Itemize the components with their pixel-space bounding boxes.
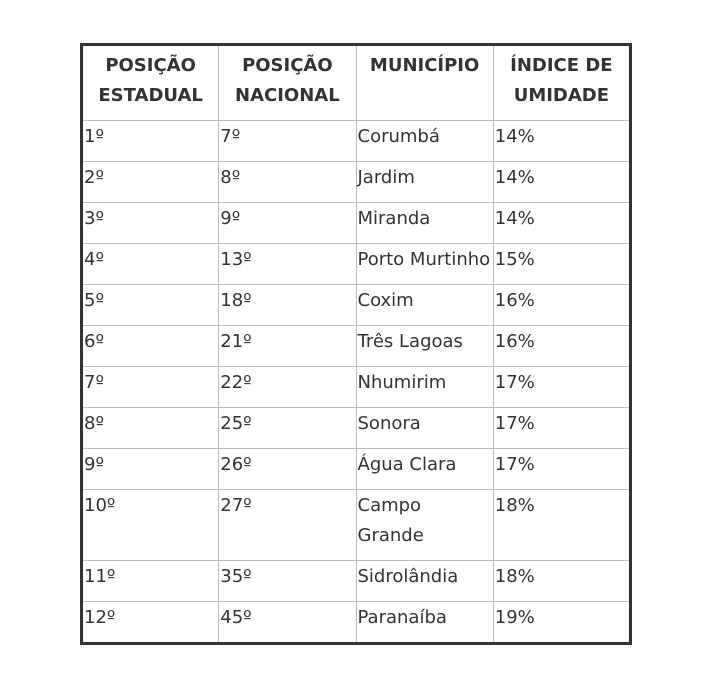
municipality-cell: Sonora (356, 408, 493, 449)
national-position-cell: 25º (219, 408, 356, 449)
state-position-cell: 11º (82, 561, 219, 602)
state-position-cell: 3º (82, 203, 219, 244)
humidity-cell: 16% (493, 326, 630, 367)
table-header (82, 45, 631, 121)
municipality-cell: Coxim (356, 285, 493, 326)
humidity-cell: 14% (493, 203, 630, 244)
header-line: POSIÇÃO (105, 55, 196, 76)
table-row (82, 203, 631, 244)
state-position-cell: 10º (82, 490, 219, 561)
state-position-cell: 12º (82, 602, 219, 644)
national-position-cell: 8º (219, 162, 356, 203)
national-position-cell: 21º (219, 326, 356, 367)
municipality-cell: Corumbá (356, 121, 493, 162)
national-position-cell: 13º (219, 244, 356, 285)
header-national-position (219, 45, 356, 121)
state-position-cell: 6º (82, 326, 219, 367)
municipality-cell: Três Lagoas (356, 326, 493, 367)
humidity-cell: 17% (493, 408, 630, 449)
table-row (82, 602, 631, 644)
state-position-cell: 2º (82, 162, 219, 203)
national-position-cell: 22º (219, 367, 356, 408)
humidity-cell: 16% (493, 285, 630, 326)
humidity-cell: 19% (493, 602, 630, 644)
header-line: ESTADUAL (98, 85, 203, 106)
table-row (82, 449, 631, 490)
ranking-table-container (80, 43, 632, 645)
national-position-cell: 35º (219, 561, 356, 602)
header-line: POSIÇÃO (242, 55, 333, 76)
table-row (82, 367, 631, 408)
national-position-cell: 9º (219, 203, 356, 244)
state-position-cell: 5º (82, 285, 219, 326)
header-state-position (82, 45, 219, 121)
municipality-cell: Nhumirim (356, 367, 493, 408)
humidity-cell: 18% (493, 561, 630, 602)
humidity-ranking-table (80, 43, 632, 645)
municipality-cell: Jardim (356, 162, 493, 203)
national-position-cell: 45º (219, 602, 356, 644)
table-row (82, 490, 631, 561)
table-row (82, 561, 631, 602)
national-position-cell: 18º (219, 285, 356, 326)
header-municipality (356, 45, 493, 121)
humidity-cell: 17% (493, 449, 630, 490)
header-line: NACIONAL (235, 85, 340, 106)
header-row (82, 45, 631, 121)
national-position-cell: 7º (219, 121, 356, 162)
table-body (82, 121, 631, 644)
state-position-cell: 9º (82, 449, 219, 490)
national-position-cell: 27º (219, 490, 356, 561)
municipality-cell: Miranda (356, 203, 493, 244)
header-line: ÍNDICE DE (510, 55, 613, 76)
humidity-cell: 14% (493, 121, 630, 162)
table-row (82, 326, 631, 367)
table-row (82, 121, 631, 162)
municipality-cell: Campo Grande (356, 490, 493, 561)
state-position-cell: 7º (82, 367, 219, 408)
cut-off-text-line (80, 672, 660, 682)
municipality-cell: Sidrolândia (356, 561, 493, 602)
table-row (82, 162, 631, 203)
humidity-cell: 15% (493, 244, 630, 285)
humidity-cell: 14% (493, 162, 630, 203)
header-line: UMIDADE (513, 85, 610, 106)
national-position-cell: 26º (219, 449, 356, 490)
header-humidity-index (493, 45, 630, 121)
humidity-cell: 18% (493, 490, 630, 561)
humidity-cell: 17% (493, 367, 630, 408)
state-position-cell: 4º (82, 244, 219, 285)
state-position-cell: 1º (82, 121, 219, 162)
state-position-cell: 8º (82, 408, 219, 449)
municipality-cell: Paranaíba (356, 602, 493, 644)
header-line: MUNICÍPIO (369, 55, 480, 76)
municipality-cell: Porto Murtinho (356, 244, 493, 285)
municipality-cell: Água Clara (356, 449, 493, 490)
table-row (82, 244, 631, 285)
table-row (82, 285, 631, 326)
table-row (82, 408, 631, 449)
